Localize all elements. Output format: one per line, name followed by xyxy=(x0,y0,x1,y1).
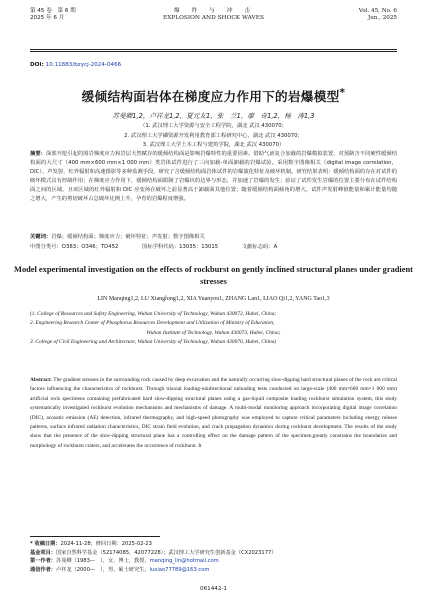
affil-en-3: 3. College of Civil Engineering and Architecture, Wuhan University of Technology, Wuhan 430070, Hubei, China) xyxy=(30,338,277,345)
first-author-text: 苏曼卿（1983— ），女，博士，教授， xyxy=(55,558,150,565)
affil-en-2: 2. Engineering Research Center of Phosphorus Resources Development and Utilization of Ministry of Education, xyxy=(30,320,275,327)
header-rule xyxy=(30,49,397,50)
title-cn-text: 缓倾结构面岩体在梯度应力作用下的岩爆模型 xyxy=(81,89,340,104)
fund-line xyxy=(30,549,397,558)
volume-en: Vol. 45, No. 6 xyxy=(358,8,397,14)
date-en: Jun., 2025 xyxy=(367,15,397,21)
doi-line xyxy=(30,62,121,68)
volume-cn: 第 45 卷 第 6 期 xyxy=(30,8,76,14)
affil-cn-3: 3. 武汉理工大学土木工程与建筑学院，湖北 武汉 430070） xyxy=(142,142,285,148)
header-right xyxy=(359,8,397,22)
abstract-cn-label: 摘要： xyxy=(30,151,46,157)
clc-code: 中图分类号：O383；O346；TD452 xyxy=(30,244,119,250)
title-en: Model experimental investigation on the effects of rockburst on gently inclined structural planes under gradient stresses xyxy=(14,265,413,286)
doi-label: DOI: xyxy=(30,62,44,68)
footnote-rule xyxy=(30,536,160,537)
footnotes xyxy=(30,540,397,574)
journal-name-cn: 爆 炸 与 冲 击 xyxy=(173,8,254,14)
running-header xyxy=(30,8,397,32)
abstract-en-text: The gradient stresses in the surrounding rock caused by deep excavation and the naturally occurring slow-dipping hard structural planes of the rock are critical factors influencing the characteristics of rockburst. Through triaxial loading-unidirectional unloading tests conducted on large-scale (400 mm×600 mm×1 000 mm) artificial rock specimens containing prefabricated hard slow-dipping structural planes using a gas-liquid composite loading rockburst simulation system, this study systematically investigated rockburst evolution mechanisms and mechanisms of damage. A multi-modal monitoring approach incorporating digital image correlation (DIC), acoustic emission (AE) detection, infrared thermography, and high-speed photography was employed to capture critical parameters including energy release patterns, surface infrared radiation characteristics, DIC strain field evolution, and crack propagation dynamics during rockburst development. The results of the study show that the presence of the slow-dipping structural plane has a controlling effect on the damage pattern of the specimen,greatly constrains the boundaries and morphology of rockburst craters, and accelerates the occurrence of rockburst. It xyxy=(30,377,397,449)
first-author-email[interactable]: manqing_lin@hotmail.com xyxy=(149,558,219,565)
abstract-en-label: Abstract: xyxy=(30,377,52,383)
affil-en-1: (1. College of Resources and Safety Engineering, Wuhan University of Technology, Wuhan 430073, Hubei, China; xyxy=(30,311,277,317)
first-author-line xyxy=(30,557,397,566)
classification-cn xyxy=(30,242,397,250)
header-rule-thin xyxy=(30,51,397,52)
discipline-code: 国标学科代码：13035；13015 xyxy=(142,244,219,250)
received-line xyxy=(30,540,397,549)
first-author-label: 第一作者： xyxy=(30,558,56,565)
title-cn xyxy=(0,86,427,105)
keywords-cn-text: 岩爆；缓倾结构面；梯度应力；破坏特征；声发射；数字图像相关 xyxy=(51,234,205,240)
corresponding-author-line xyxy=(30,566,397,575)
abstract-cn xyxy=(30,150,397,205)
affiliations-en xyxy=(30,310,397,347)
affil-cn-2: 2. 武汉理工大学磷资源开发利用教育部工程研究中心，湖北 武汉 430070； xyxy=(124,132,303,139)
fund-label: 基金项目： xyxy=(30,549,56,556)
keywords-cn xyxy=(30,233,397,242)
date-cn: 2025 年 6 月 xyxy=(30,15,65,21)
fund-text: 国家自然科学基金（52174085，42077228）；武汉理工大学研究生创新基金（CX2023177） xyxy=(55,549,277,556)
abstract-en xyxy=(30,376,397,451)
doi-link[interactable]: 10.11883/bzycj-2024-0466 xyxy=(45,62,122,68)
journal-name-en: EXPLOSION AND SHOCK WAVES xyxy=(163,15,264,21)
authors-cn: 苏曼卿1,2，卢祥龙1,2，夏元友1，张 兰1，廖 奇1,2，杨 涛1,3 xyxy=(112,112,315,120)
corr-author-email[interactable]: luxiao77789@163.com xyxy=(149,566,210,573)
document-code: 文献标志码：A xyxy=(241,244,278,250)
corr-author-label: 通信作者： xyxy=(30,566,56,573)
corr-author-text: 卢祥龙（2000— ），男，硕士研究生， xyxy=(55,566,150,573)
page-number: 061442-1 xyxy=(200,586,227,592)
authors-en: LIN Manqing1,2, LU Xianglong1,2, XIA Yuanyou1, ZHANG Lan1, LIAO Qi1,2, YANG Tao1,3 xyxy=(97,296,330,302)
keywords-cn-label: 关键词： xyxy=(30,234,52,240)
affil-cn-1: （1. 武汉理工大学资源与安全工程学院，湖北 武汉 430070； xyxy=(140,123,287,129)
affil-en-2-cont: Wuhan Institute of Technology, Wuhan 430073, Hubei, China; xyxy=(146,329,281,336)
abstract-cn-text: 深部开挖引起的围岩梯度应力和岩层天然赋存的缓倾结构面是影响岩爆特性的重要因素。借助气液复合加载的岩爆模拟装置，对预制含不同硬性缓倾结构面的大尺寸（400 mm×600 mm×1 000 mm）类岩体试件进行了三向加载-单面卸载的岩爆试验。采用数字图像相关（digital image correlation，DIC）、声发射、红外辐射和高速摄影等多种监测手段，研究了含缓倾结构面岩体试件的岩爆演化特征及破坏机制。研究结果表明：缓倾结构面的存在对试件的破坏模式具有控制作用；在梯度应力作用下，缓倾结构面限制了岩爆坑的边界与形态，并加速了岩爆的发生；验证了试件发生岩爆的位置主要分布在试件结构面之间的区域，且该区域的红外辐射和 DIC 应变场在破坏之前显著高于卸载面其他位置；随着缓倾结构面倾角的增大，试件声发射峰值能量和累计能量均随之增大，产生的剪切破坏占总破坏比例上升，孕育的岩爆程度增强。 xyxy=(30,151,397,203)
header-center xyxy=(30,8,397,22)
received-label: * 收稿日期： xyxy=(30,541,61,547)
affiliations-cn xyxy=(0,122,427,151)
received-dates: 2024-11-28；修回日期：2025-02-23 xyxy=(60,541,152,547)
title-footnote-mark: * xyxy=(339,86,346,99)
